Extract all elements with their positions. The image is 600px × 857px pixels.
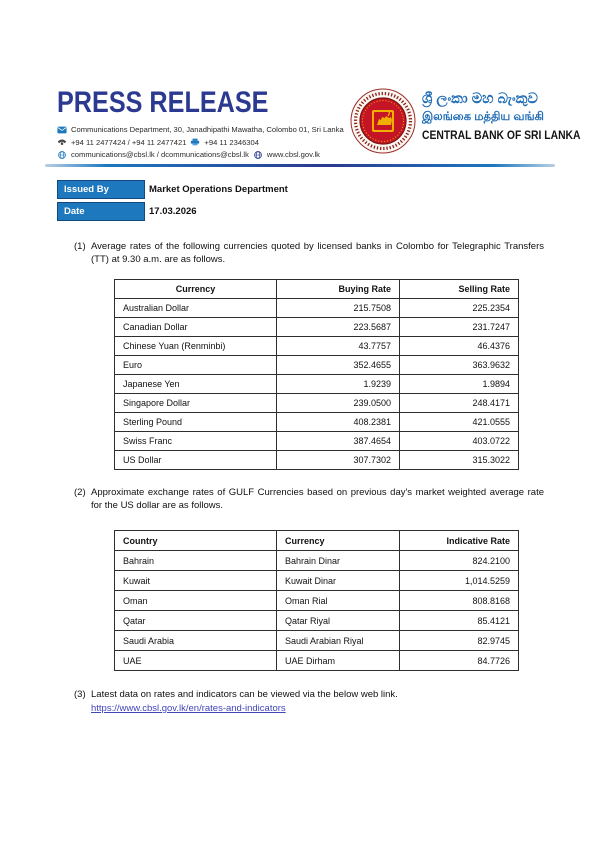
section-1	[74, 240, 544, 266]
table-cell: Kuwait	[115, 571, 277, 591]
table-cell: 363.9632	[400, 356, 519, 375]
table-row	[115, 571, 519, 591]
issued-by-value: Market Operations Department	[149, 184, 288, 195]
bank-name-tamil: இலங்கை மத்திய வங்கி	[422, 111, 544, 123]
contact-fax: +94 11 2346304	[204, 137, 259, 147]
contact-web-line	[57, 150, 344, 159]
table-cell: Australian Dollar	[115, 299, 277, 318]
table-cell: 387.4654	[277, 432, 400, 451]
table-row	[115, 356, 519, 375]
table-cell: Qatar Riyal	[277, 611, 400, 631]
table-row	[115, 375, 519, 394]
table-row	[115, 318, 519, 337]
header-divider	[45, 164, 555, 167]
table-cell: 84.7726	[400, 651, 519, 671]
table-cell: Swiss Franc	[115, 432, 277, 451]
contact-block	[57, 125, 344, 163]
date-label: Date	[57, 202, 145, 221]
cbsl-seal-logo	[350, 88, 416, 154]
table-cell: 46.4376	[400, 337, 519, 356]
table-cell: 85.4121	[400, 611, 519, 631]
section-2	[74, 486, 544, 512]
contact-website: www.cbsl.gov.lk	[266, 150, 320, 159]
table-row	[115, 337, 519, 356]
globe-icon	[57, 151, 67, 159]
fax-icon	[190, 138, 200, 146]
table-cell: Chinese Yuan (Renminbi)	[115, 337, 277, 356]
table-row	[115, 591, 519, 611]
table-cell: Euro	[115, 356, 277, 375]
table-cell: 231.7247	[400, 318, 519, 337]
table-cell: Bahrain Dinar	[277, 551, 400, 571]
table-header-cell: Currency	[115, 280, 277, 299]
table-row	[115, 432, 519, 451]
table-cell: Saudi Arabian Riyal	[277, 631, 400, 651]
table-cell: Bahrain	[115, 551, 277, 571]
table-cell: 808.8168	[400, 591, 519, 611]
table-cell: Qatar	[115, 611, 277, 631]
table-cell: 421.0555	[400, 413, 519, 432]
website-globe-icon	[253, 151, 263, 159]
table-row	[115, 611, 519, 631]
table-header-cell: Buying Rate	[277, 280, 400, 299]
table-cell: 1,014.5259	[400, 571, 519, 591]
table-row	[115, 631, 519, 651]
table-cell: 307.7302	[277, 451, 400, 470]
table-row	[115, 451, 519, 470]
table-cell: UAE Dirham	[277, 651, 400, 671]
section-2-text: Approximate exchange rates of GULF Currencies based on previous day's market weighted average rate for the US dollar are as follows.	[91, 487, 544, 511]
envelope-icon	[57, 126, 67, 134]
table-cell: 824.2100	[400, 551, 519, 571]
table-cell: Japanese Yen	[115, 375, 277, 394]
date-value: 17.03.2026	[149, 205, 197, 217]
table-row	[115, 299, 519, 318]
section-3	[74, 688, 544, 715]
table-cell: 43.7757	[277, 337, 400, 356]
table-row	[115, 651, 519, 671]
table-row	[115, 413, 519, 432]
issued-by-row	[57, 180, 288, 199]
table-cell: 1.9239	[277, 375, 400, 394]
date-row	[57, 202, 288, 221]
table-cell: Sterling Pound	[115, 413, 277, 432]
bank-name-english: CENTRAL BANK OF SRI LANKA	[422, 130, 581, 142]
table-cell: Canadian Dollar	[115, 318, 277, 337]
table-row	[115, 551, 519, 571]
table-cell: 1.9894	[400, 375, 519, 394]
table-cell: Oman Rial	[277, 591, 400, 611]
table-cell: 248.4171	[400, 394, 519, 413]
contact-phones: +94 11 2477424 / +94 11 2477421	[71, 137, 187, 147]
phone-icon	[57, 138, 67, 146]
meta-block	[57, 180, 288, 223]
table-cell: Oman	[115, 591, 277, 611]
table-row	[115, 394, 519, 413]
table-cell: 239.0500	[277, 394, 400, 413]
table-header-cell: Indicative Rate	[400, 531, 519, 551]
table-cell: 82.9745	[400, 631, 519, 651]
table-cell: 403.0722	[400, 432, 519, 451]
gulf-rates-table	[114, 530, 519, 671]
table-header-cell: Country	[115, 531, 277, 551]
table-cell: Saudi Arabia	[115, 631, 277, 651]
table-header-cell: Currency	[277, 531, 400, 551]
tt-rates-table	[114, 279, 519, 470]
bank-name-sinhala: ශ්‍රී ලංකා මහ බැංකුව	[422, 91, 538, 107]
table-cell: 215.7508	[277, 299, 400, 318]
section-2-number: (2)	[74, 487, 86, 498]
contact-address: Communications Department, 30, Janadhipathi Mawatha, Colombo 01, Sri Lanka	[71, 125, 344, 134]
bank-name-block	[422, 91, 587, 142]
table-header-row	[115, 531, 519, 551]
table-header-row	[115, 280, 519, 299]
table-cell: 225.2354	[400, 299, 519, 318]
table-cell: Singapore Dollar	[115, 394, 277, 413]
table-cell: 315.3022	[400, 451, 519, 470]
table-cell: 223.5687	[277, 318, 400, 337]
rates-indicators-link[interactable]: https://www.cbsl.gov.lk/en/rates-and-indicators	[91, 703, 286, 714]
table-cell: 408.2381	[277, 413, 400, 432]
table-cell: UAE	[115, 651, 277, 671]
issued-by-label: Issued By	[57, 180, 145, 199]
table-header-cell: Selling Rate	[400, 280, 519, 299]
table-cell: US Dollar	[115, 451, 277, 470]
section-1-number: (1)	[74, 241, 86, 252]
contact-emails: communications@cbsl.lk / dcommunications@cbsl.lk	[71, 150, 249, 159]
contact-phone-line	[57, 138, 344, 147]
table-cell: 352.4655	[277, 356, 400, 375]
section-3-number: (3)	[74, 689, 86, 700]
contact-address-line	[57, 125, 344, 134]
section-1-text: Average rates of the following currencies quoted by licensed banks in Colombo for Telegraphic Transfers (TT) at 9.30 a.m. are as follows.	[91, 241, 544, 265]
page-title: PRESS RELEASE	[57, 86, 269, 119]
section-3-text: Latest data on rates and indicators can be viewed via the below web link.	[91, 689, 398, 700]
table-cell: Kuwait Dinar	[277, 571, 400, 591]
